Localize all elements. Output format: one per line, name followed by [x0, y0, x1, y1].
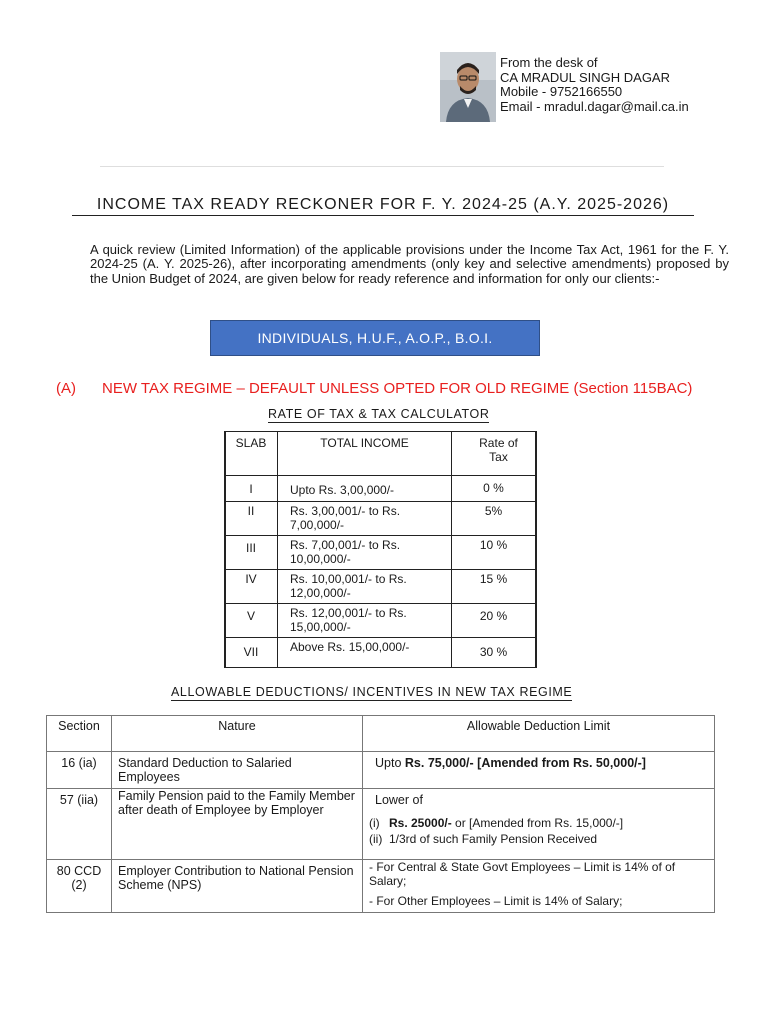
deductions-table-container: [46, 715, 715, 913]
limit-line-1: - For Central & State Govt Employees – Limit is 14% of of Salary;: [369, 860, 676, 888]
deduction-section: 80 CCD (2): [47, 860, 112, 913]
regime-heading: NEW TAX REGIME – DEFAULT UNLESS OPTED FOR OLD REGIME (Section 115BAC): [102, 380, 693, 397]
category-banner: INDIVIDUALS, H.U.F., A.O.P., B.O.I.: [210, 320, 540, 356]
slab-number: V: [225, 604, 278, 638]
slab-number: I: [225, 476, 278, 502]
deduction-section: 16 (ia): [47, 752, 112, 789]
slab-income: Upto Rs. 3,00,000/-: [278, 476, 452, 502]
slab-header-income: TOTAL INCOME: [278, 432, 452, 476]
option-marker: (i): [369, 816, 380, 830]
limit-line-2: - For Other Employees – Limit is 14% of Salary;: [369, 894, 623, 908]
slab-row: [225, 502, 536, 536]
option-text: 1/3rd of such Family Pension Received: [389, 832, 598, 846]
regime-label: (A): [56, 380, 76, 397]
desk-line: From the desk of: [500, 55, 598, 70]
slab-number: IV: [225, 570, 278, 604]
slab-rate: 20 %: [452, 604, 536, 638]
slab-income: Rs. 12,00,001/- to Rs. 15,00,000/-: [278, 604, 452, 638]
deductions-header-nature: Nature: [112, 716, 363, 752]
slab-income: Rs. 3,00,001/- to Rs. 7,00,000/-: [278, 502, 452, 536]
deduction-limit: [363, 789, 715, 860]
deductions-header-limit: Allowable Deduction Limit: [363, 716, 715, 752]
author-email: Email - mradul.dagar@mail.ca.in: [500, 98, 689, 114]
slab-table: [224, 431, 536, 668]
slab-row: [225, 604, 536, 638]
slab-row: [225, 638, 536, 668]
deduction-row: [47, 860, 715, 913]
header-divider: [100, 166, 664, 167]
option-marker: (ii): [369, 832, 383, 846]
slab-header-rate: Rate of Tax: [452, 432, 536, 476]
slab-row: [225, 536, 536, 570]
deduction-section: 57 (iia): [47, 789, 112, 860]
slab-row: [225, 570, 536, 604]
deduction-row: [47, 752, 715, 789]
deduction-nature: Standard Deduction to Salaried Employees: [112, 752, 363, 789]
deduction-nature: Employer Contribution to National Pension Scheme (NPS): [112, 860, 363, 913]
slab-rate: 30 %: [452, 638, 536, 668]
deduction-limit: [363, 752, 715, 789]
slab-rate: 0 %: [452, 476, 536, 502]
slab-rate: 5%: [452, 502, 536, 536]
slab-rate: 15 %: [452, 570, 536, 604]
slab-table-caption: RATE OF TAX & TAX CALCULATOR: [268, 407, 490, 421]
author-photo: [440, 52, 496, 122]
deduction-nature: Family Pension paid to the Family Member after death of Employee by Employer: [112, 789, 363, 860]
limit-option-1: [369, 816, 708, 830]
slab-number: II: [225, 502, 278, 536]
document-title: INCOME TAX READY RECKONER FOR F. Y. 2024-25 (A.Y. 2025-2026): [72, 196, 694, 216]
deduction-limit: [363, 860, 715, 913]
slab-header-row: [225, 432, 536, 476]
limit-amount: Rs. 75,000/- [Amended from Rs. 50,000/-]: [404, 756, 646, 770]
deductions-header-row: [47, 716, 715, 752]
slab-income: Above Rs. 15,00,000/-: [278, 638, 452, 668]
slab-table-container: [224, 431, 536, 668]
limit-option-2: [369, 832, 708, 846]
slab-rate: 10 %: [452, 536, 536, 570]
author-details: [500, 56, 689, 114]
slab-number: VII: [225, 638, 278, 668]
slab-number: III: [225, 536, 278, 570]
limit-intro: Lower of: [375, 793, 423, 807]
deduction-row: [47, 789, 715, 860]
slab-row: [225, 476, 536, 502]
deductions-header-section: Section: [47, 716, 112, 752]
slab-income: Rs. 7,00,001/- to Rs. 10,00,000/-: [278, 536, 452, 570]
author-name: CA MRADUL SINGH DAGAR: [500, 69, 670, 85]
option-amount: Rs. 25000/-: [389, 816, 452, 830]
deductions-caption: ALLOWABLE DEDUCTIONS/ INCENTIVES IN NEW TAX REGIME: [171, 685, 573, 699]
deductions-table: [46, 715, 715, 913]
slab-income: Rs. 10,00,001/- to Rs. 12,00,000/-: [278, 570, 452, 604]
author-mobile: Mobile - 9752166550: [500, 84, 623, 99]
limit-prefix: Upto: [375, 756, 405, 770]
slab-header-slab: SLAB: [225, 432, 278, 476]
intro-paragraph: A quick review (Limited Information) of the applicable provisions under the Income Tax Act, 1961 for the F. Y. 2024-25 (A. Y. 2025-26), after incorporating amendments (only key and selective amendments) proposed by the Union Budget of 2024, are given below for ready reference and information for only our clients:-: [90, 242, 729, 286]
option-note: or [Amended from Rs. 15,000/-]: [451, 816, 624, 830]
